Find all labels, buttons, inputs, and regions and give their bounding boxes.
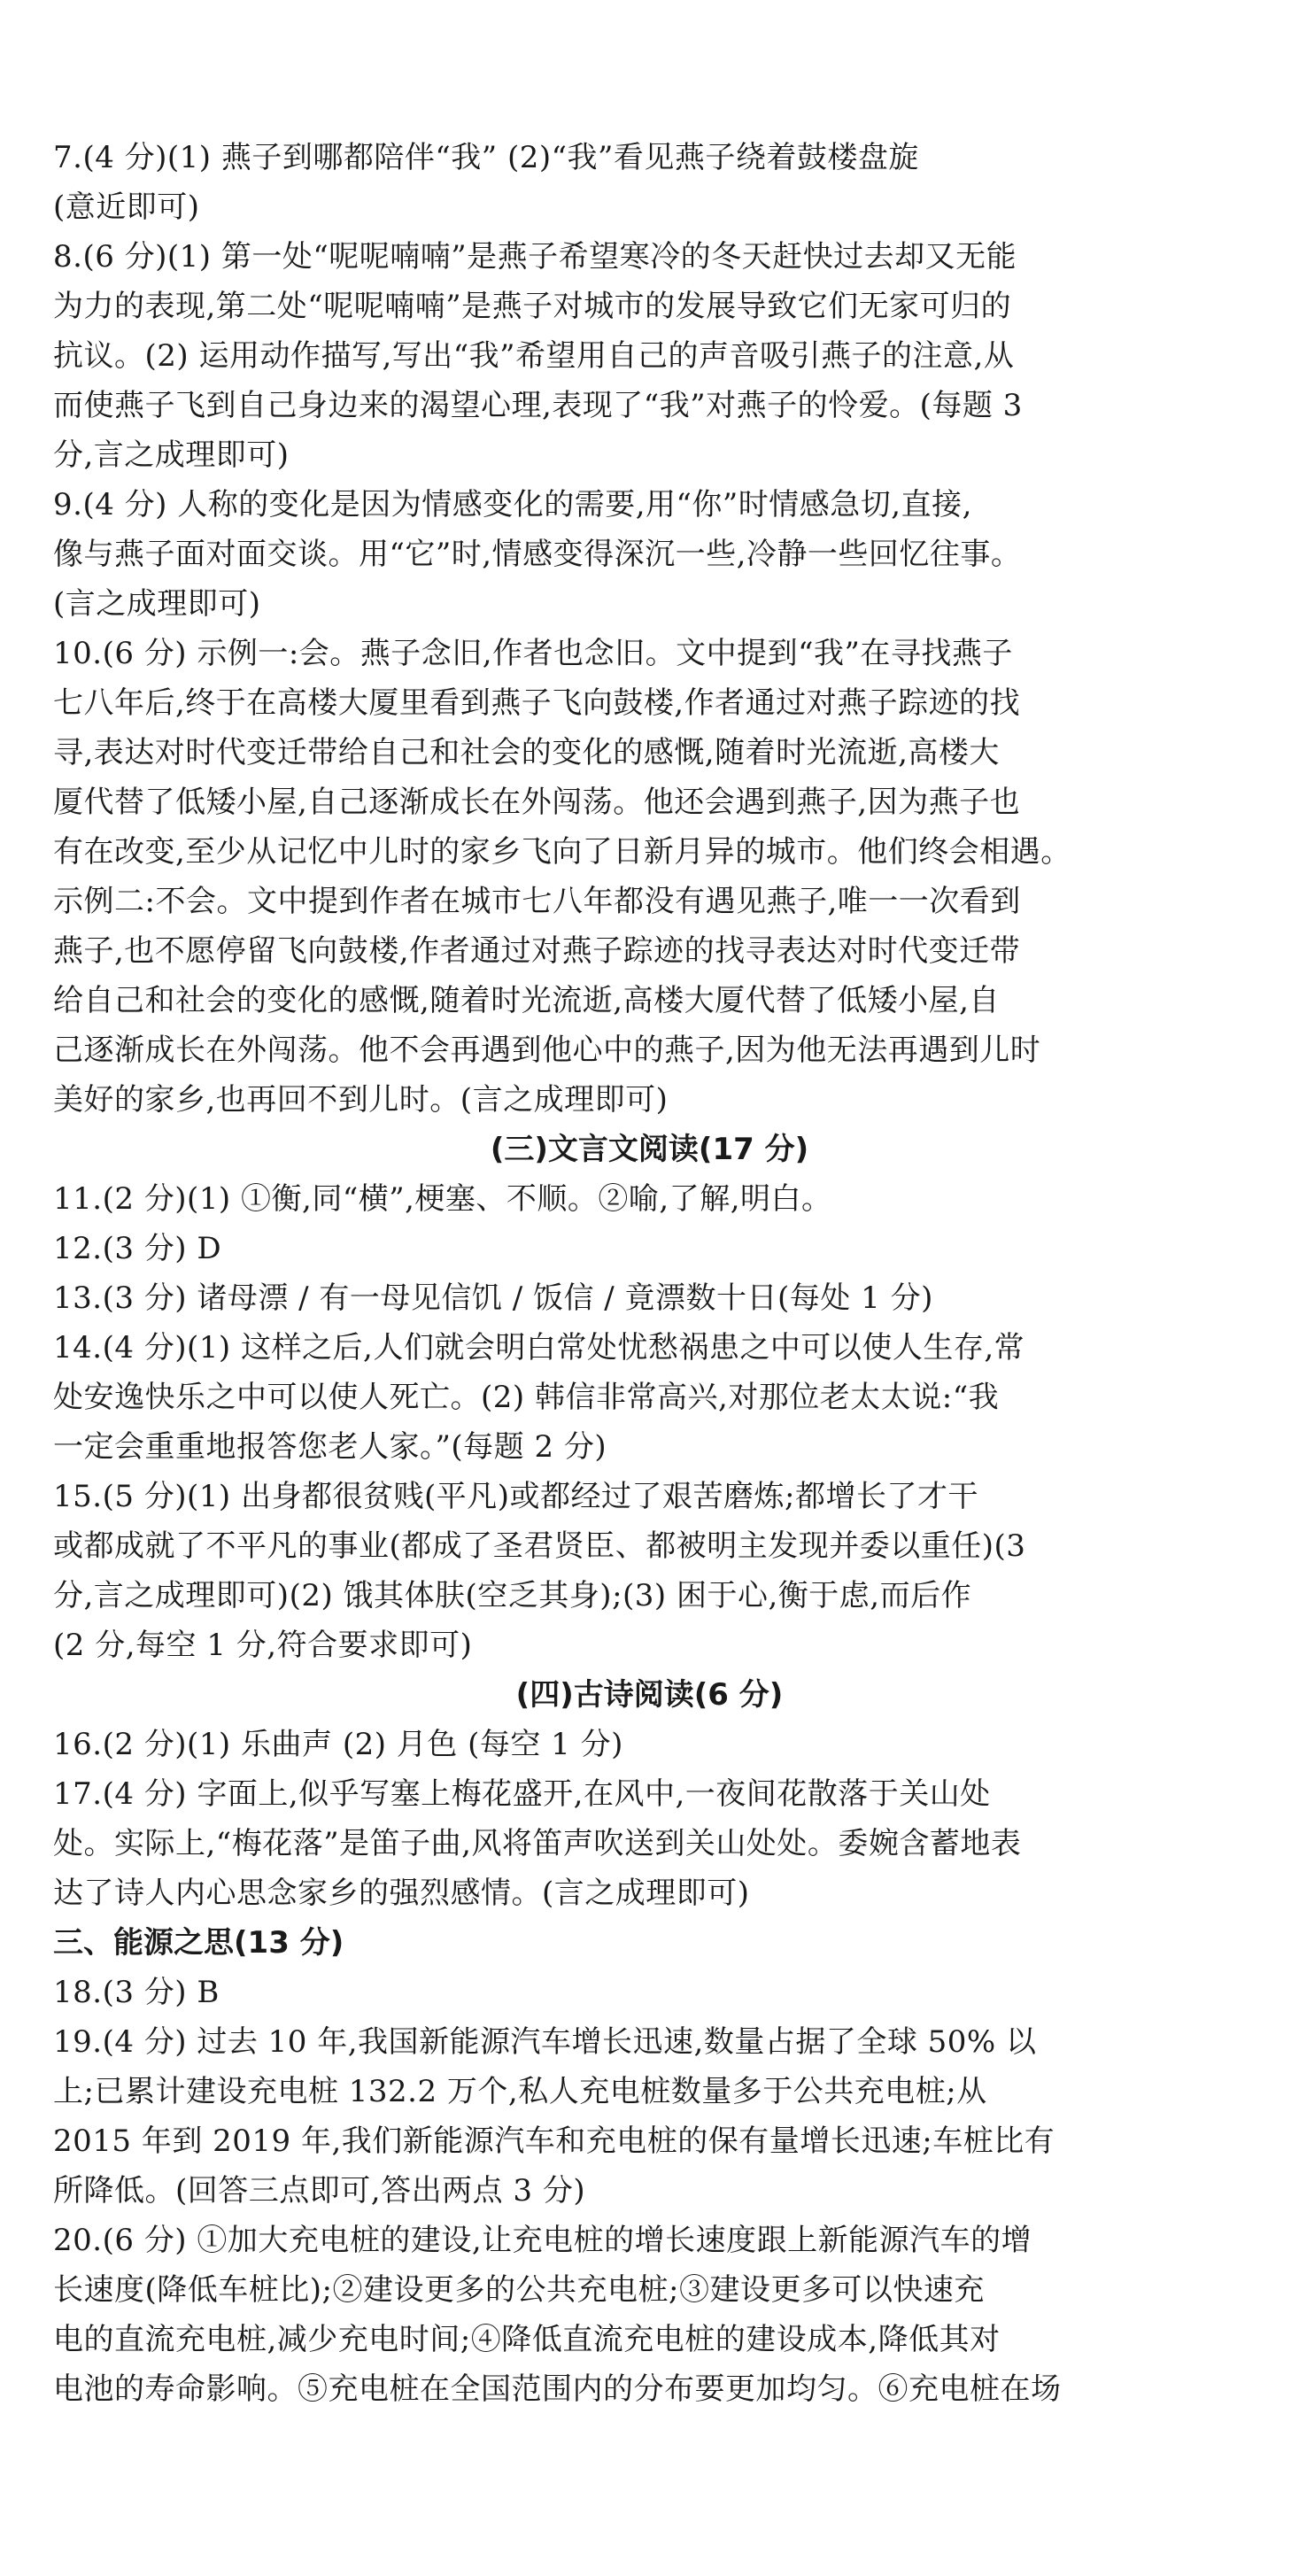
text-line: (意近即可)	[53, 190, 200, 225]
text-line: 13.(3 分) 诸母漂 / 有一母见信饥 / 饭信 / 竟漂数十日(每处 1 分)	[53, 1280, 933, 1316]
text-line: 有在改变,至少从记忆中儿时的家乡飞向了日新月异的城市。他们终会相遇。	[53, 834, 1071, 870]
energy-answers-block	[53, 1968, 1166, 2414]
text-line: 己逐渐成长在外闯荡。他不会再遇到他心中的燕子,因为他无法再遇到儿时	[53, 1033, 1041, 1068]
text-line: 处安逸快乐之中可以使人死亡。(2) 韩信非常高兴,对那位老太太说:“我	[53, 1380, 1000, 1415]
classical-chinese-answers-block	[53, 1174, 1166, 1670]
reading-answers-block	[53, 133, 1166, 1125]
text-line: 寻,表达对时代变迁带给自己和社会的变化的感慨,随着时光流逝,高楼大	[53, 735, 1000, 770]
text-line: 七八年后,终于在高楼大厦里看到燕子飞向鼓楼,作者通过对燕子踪迹的找	[53, 685, 1021, 721]
text-line: 分,言之成理即可)	[53, 437, 290, 473]
text-line: 11.(2 分)(1) ①衡,同“横”,梗塞、不顺。②喻,了解,明白。	[53, 1181, 832, 1217]
text-line: 9.(4 分) 人称的变化是因为情感变化的需要,用“你”时情感急切,直接,	[53, 487, 972, 522]
text-line: 或都成就了不平凡的事业(都成了圣君贤臣、都被明主发现并委以重任)(3	[53, 1528, 1026, 1564]
text-line: 像与燕子面对面交谈。用“它”时,情感变得深沉一些,冷静一些回忆往事。	[53, 537, 1022, 572]
text-line: 达了诗人内心思念家乡的强烈感情。(言之成理即可)	[53, 1876, 750, 1911]
text-line: 16.(2 分)(1) 乐曲声 (2) 月色 (每空 1 分)	[53, 1727, 623, 1762]
text-line: (2 分,每空 1 分,符合要求即可)	[53, 1628, 473, 1663]
text-line: 而使燕子飞到自己身边来的渴望心理,表现了“我”对燕子的怜爱。(每题 3	[53, 388, 1023, 423]
text-line: 美好的家乡,也再回不到儿时。(言之成理即可)	[53, 1082, 669, 1118]
text-line: 一定会重重地报答您老人家。”(每题 2 分)	[53, 1429, 607, 1465]
text-line: 19.(4 分) 过去 10 年,我国新能源汽车增长迅速,数量占据了全球 50% 以	[53, 2024, 1037, 2060]
text-line: 8.(6 分)(1) 第一处“呢呢喃喃”是燕子希望寒冷的冬天赶快过去却又无能	[53, 239, 1017, 275]
text-line: 电的直流充电桩,减少充电时间;④降低直流充电桩的建设成本,降低其对	[53, 2322, 1001, 2357]
text-line: 为力的表现,第二处“呢呢喃喃”是燕子对城市的发展导致它们无家可归的	[53, 289, 1012, 324]
text-line: 厦代替了低矮小屋,自己逐渐成长在外闯荡。他还会遇到燕子,因为燕子也	[53, 785, 1021, 820]
text-line: 所降低。(回答三点即可,答出两点 3 分)	[53, 2173, 586, 2209]
part-heading-energy: 三、能源之思(13 分)	[53, 1925, 344, 1961]
text-line: 20.(6 分) ①加大充电桩的建设,让充电桩的增长速度跟上新能源汽车的增	[53, 2223, 1032, 2258]
text-line: 给自己和社会的变化的感慨,随着时光流逝,高楼大厦代替了低矮小屋,自	[53, 983, 1000, 1018]
text-line: 12.(3 分) D	[53, 1231, 222, 1266]
text-line: 上;已累计建设充电桩 132.2 万个,私人充电桩数量多于公共充电桩;从	[53, 2074, 987, 2109]
text-line: 处。实际上,“梅花落”是笛子曲,风将笛声吹送到关山处处。委婉含蓄地表	[53, 1826, 1022, 1861]
text-line: 7.(4 分)(1) 燕子到哪都陪伴“我” (2)“我”看见燕子绕着鼓楼盘旋	[53, 140, 919, 175]
text-line: 分,言之成理即可)(2) 饿其体肤(空乏其身);(3) 困于心,衡于虑,而后作	[53, 1578, 972, 1613]
section-heading-ancient-poetry: (四)古诗阅读(6 分)	[515, 1677, 784, 1713]
text-line: 燕子,也不愿停留飞向鼓楼,作者通过对燕子踪迹的找寻表达对时代变迁带	[53, 933, 1021, 969]
text-line: 15.(5 分)(1) 出身都很贫贱(平凡)或都经过了艰苦磨炼;都增长了才干	[53, 1479, 978, 1514]
ancient-poetry-answers-block	[53, 1720, 1166, 1918]
section-heading-classical-chinese: (三)文言文阅读(17 分)	[490, 1132, 809, 1167]
text-line: 抗议。(2) 运用动作描写,写出“我”希望用自己的声音吸引燕子的注意,从	[53, 338, 1015, 374]
text-line: 17.(4 分) 字面上,似乎写塞上梅花盛开,在风中,一夜间花散落于关山处	[53, 1776, 991, 1812]
text-line: (言之成理即可)	[53, 586, 261, 622]
text-line: 14.(4 分)(1) 这样之后,人们就会明白常处忧愁祸患之中可以使人生存,常	[53, 1330, 1025, 1365]
text-line: 18.(3 分) B	[53, 1975, 220, 2010]
text-line: 电池的寿命影响。⑤充电桩在全国范围内的分布要更加均匀。⑥充电桩在场	[53, 2371, 1062, 2407]
text-line: 10.(6 分) 示例一:会。燕子念旧,作者也念旧。文中提到“我”在寻找燕子	[53, 636, 1013, 671]
text-line: 2015 年到 2019 年,我们新能源汽车和充电桩的保有量增长迅速;车桩比有	[53, 2123, 1055, 2159]
text-line: 长速度(降低车桩比);②建设更多的公共充电桩;③建设更多可以快速充	[53, 2272, 985, 2308]
text-line: 示例二:不会。文中提到作者在城市七八年都没有遇见燕子,唯一一次看到	[53, 884, 1021, 919]
